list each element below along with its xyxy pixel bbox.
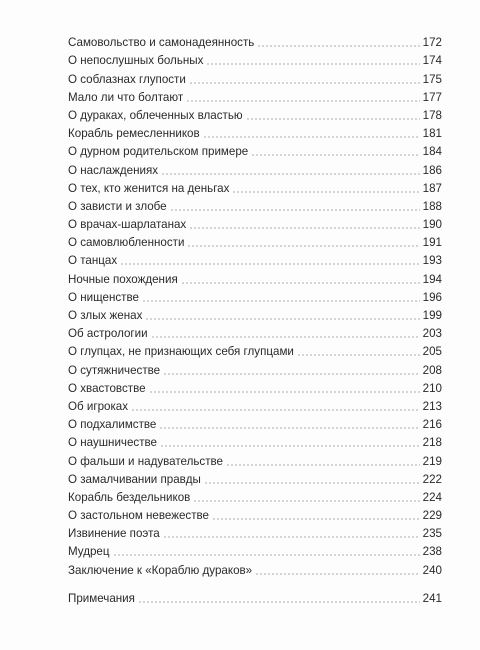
toc-leader-dots: [204, 473, 420, 485]
toc-entry-page: 203: [422, 327, 442, 341]
toc-section-gap: [68, 578, 442, 588]
toc-entry-page: 172: [422, 36, 442, 50]
toc-entry-title: О замалчивании правды: [68, 472, 201, 486]
toc-entry: [68, 105, 442, 123]
toc-entry: [68, 287, 442, 305]
toc-entry-title: Об астрологии: [68, 327, 148, 341]
toc-entry-page: 174: [422, 54, 442, 68]
toc-entry: [68, 341, 442, 359]
toc-leader-dots: [187, 236, 419, 248]
toc-entry-title: О танцах: [68, 254, 118, 268]
toc-entry: [68, 396, 442, 414]
toc-leader-dots: [257, 36, 419, 48]
toc-entry-page: 240: [422, 563, 442, 577]
toc-entry-page: 186: [422, 163, 442, 177]
toc-entry-notes: [68, 588, 442, 606]
toc-entry-title: О нищенстве: [68, 290, 139, 304]
toc-entry-page: 193: [422, 254, 442, 268]
toc-entry: [68, 159, 442, 177]
toc-entry-title: О застольном невежестве: [68, 509, 210, 523]
toc-entry: [68, 378, 442, 396]
toc-entry-title: Ночные похождения: [68, 272, 178, 286]
toc-leader-dots: [149, 382, 420, 394]
toc-entry-page: 181: [422, 127, 442, 141]
toc-leader-dots: [251, 145, 419, 157]
toc-entry: [68, 214, 442, 232]
toc-entry-page: 216: [422, 418, 442, 432]
toc-entry-page: 178: [422, 108, 442, 122]
toc-leader-dots: [113, 545, 420, 557]
toc-leader-dots: [212, 509, 420, 521]
toc-entry-page: 218: [422, 436, 442, 450]
toc-entry: [68, 305, 442, 323]
toc-entry: [68, 123, 442, 141]
toc-entry-title: О подхалимстве: [68, 418, 157, 432]
table-of-contents: [68, 32, 442, 606]
toc-leader-dots: [297, 345, 420, 357]
toc-entry-title: Мудрец: [68, 545, 110, 559]
toc-entry-page: 184: [422, 145, 442, 159]
toc-leader-dots: [181, 273, 420, 285]
toc-leader-dots: [206, 54, 419, 66]
toc-leader-dots: [138, 592, 420, 604]
toc-entry: [68, 87, 442, 105]
toc-entry-title: Об игроках: [68, 399, 129, 413]
toc-leader-dots: [161, 164, 420, 176]
toc-leader-dots: [151, 327, 420, 339]
toc-entry-title: О самовлюбленности: [68, 236, 185, 250]
toc-entry-page: 196: [422, 290, 442, 304]
toc-entry: [68, 178, 442, 196]
toc-entry-page: 235: [422, 527, 442, 541]
toc-entry: [68, 232, 442, 250]
toc-entry-title: О сутяжничестве: [68, 363, 161, 377]
toc-entry: [68, 50, 442, 68]
toc-entry-page: 177: [422, 90, 442, 104]
toc-leader-dots: [189, 73, 420, 85]
toc-entry-page: 175: [422, 72, 442, 86]
toc-entry-title: О глупцах, не признающих себя глупцами: [68, 345, 294, 359]
toc-entry-title: Корабль ремесленников: [68, 127, 200, 141]
toc-entry-page: 191: [422, 236, 442, 250]
toc-entry-page: 208: [422, 363, 442, 377]
toc-entry: [68, 414, 442, 432]
toc-entry: [68, 523, 442, 541]
toc-entry: [68, 469, 442, 487]
toc-leader-dots: [232, 182, 419, 194]
toc-entry-page: 219: [422, 454, 442, 468]
toc-leader-dots: [186, 91, 420, 103]
toc-entry-title: О врачах-шарлатанах: [68, 218, 187, 232]
toc-entry-page: 199: [422, 309, 442, 322]
toc-entry-title: О зависти и злобе: [68, 199, 167, 213]
toc-entry-page: 229: [422, 509, 442, 523]
toc-entry: [68, 32, 442, 50]
toc-leader-dots: [203, 127, 420, 139]
toc-entry-page: 222: [422, 472, 442, 486]
toc-entry-title: Самовольство и самонадеянность: [68, 36, 255, 50]
toc-entry: [68, 541, 442, 559]
toc-entry-title: О наслаждениях: [68, 163, 159, 177]
toc-leader-dots: [193, 491, 419, 503]
toc-leader-dots: [159, 418, 419, 430]
toc-entry-title: О наушничестве: [68, 436, 158, 450]
toc-entry-page: 205: [422, 345, 442, 359]
toc-entry: [68, 68, 442, 86]
toc-entry-page: 194: [422, 272, 442, 286]
toc-entry-title: О фальши и надувательстве: [68, 454, 223, 468]
toc-leader-dots: [131, 400, 420, 412]
toc-entry: [68, 450, 442, 468]
toc-leader-dots: [163, 364, 420, 376]
toc-entry-title: О тех, кто женится на деньгах: [68, 181, 230, 195]
toc-entry-page: 210: [422, 381, 442, 395]
toc-entry-title: О злых женах: [68, 309, 143, 322]
toc-leader-dots: [145, 309, 419, 321]
toc-leader-dots: [246, 109, 420, 121]
toc-entry: [68, 323, 442, 341]
toc-entry: [68, 359, 442, 377]
toc-entry-page: 190: [422, 218, 442, 232]
toc-entry-page: 241: [422, 591, 442, 605]
toc-entry-title: Заключение к «Кораблю дураков»: [68, 563, 253, 577]
toc-entry-title: Примечания: [68, 591, 135, 605]
toc-entry-title: Мало ли что болтают: [68, 90, 184, 104]
toc-entry-title: Извинение поэта: [68, 527, 160, 541]
toc-entry-title: О дурном родительском примере: [68, 145, 249, 159]
toc-entry-title: О непослушных больных: [68, 54, 204, 68]
toc-leader-dots: [255, 564, 420, 576]
toc-leader-dots: [160, 436, 420, 448]
toc-entry-page: 213: [422, 399, 442, 413]
toc-entry: [68, 432, 442, 450]
toc-entry: [68, 559, 442, 577]
toc-entry-title: Корабль бездельников: [68, 490, 191, 504]
toc-leader-dots: [142, 291, 420, 303]
toc-entry: [68, 250, 442, 268]
toc-leader-dots: [226, 455, 420, 467]
toc-entry: [68, 505, 442, 523]
toc-entry-title: О дураках, облеченных властью: [68, 108, 243, 122]
toc-entry-page: 187: [422, 181, 442, 195]
toc-entry: [68, 268, 442, 286]
toc-entry: [68, 141, 442, 159]
toc-entry-page: 224: [422, 490, 442, 504]
toc-entry-page: 188: [422, 199, 442, 213]
toc-leader-dots: [163, 527, 420, 539]
toc-entry-title: О хвастовстве: [68, 381, 146, 395]
toc-entry-title: О соблазнах глупости: [68, 72, 186, 86]
toc-entry: [68, 487, 442, 505]
toc-leader-dots: [189, 218, 419, 230]
toc-entry: [68, 196, 442, 214]
toc-entry-page: 238: [422, 545, 442, 559]
toc-leader-dots: [120, 254, 420, 266]
toc-leader-dots: [170, 200, 420, 212]
